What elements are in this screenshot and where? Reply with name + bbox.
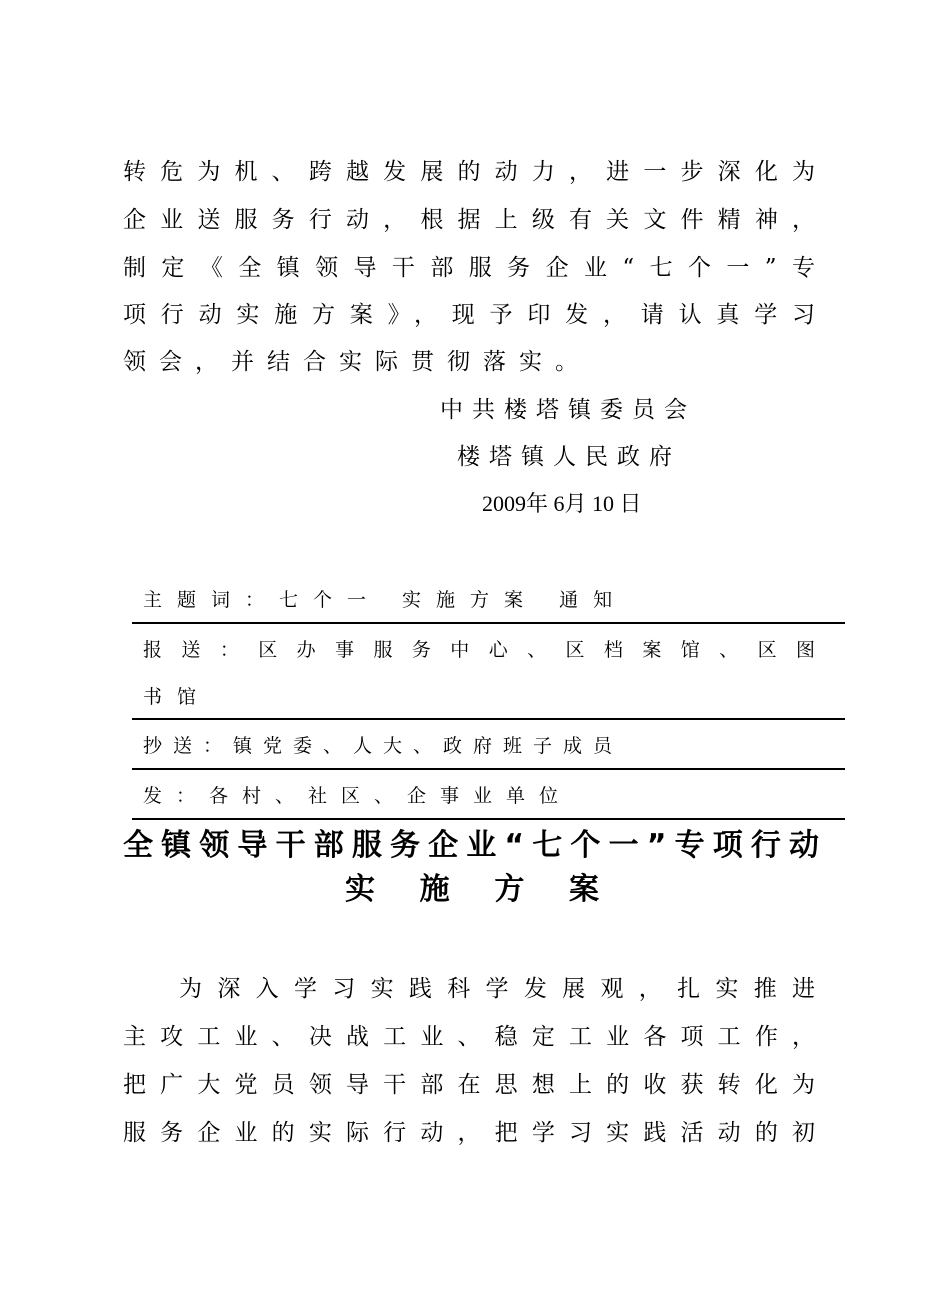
issue-to: 发：各村、社区、企事业单位 xyxy=(143,785,573,807)
copy-to: 抄送：镇党委、人大、政府班子成员 xyxy=(143,735,624,757)
intro-line: 企业送服务行动，根据上级有关文件精神， xyxy=(123,207,817,233)
signature-date: 2009年 6月 10 日 xyxy=(482,491,642,516)
body-line: 主攻工业、决战工业、稳定工业各项工作， xyxy=(123,1024,817,1050)
intro-line: 转危为机、跨越发展的动力，进一步深化为 xyxy=(123,159,817,185)
divider xyxy=(132,622,845,624)
subject-keywords: 主题词：七个一 实施方案 通知 xyxy=(143,589,628,611)
divider xyxy=(132,768,845,770)
divider xyxy=(132,818,845,820)
document-subtitle: 实施方案 xyxy=(345,872,599,907)
body-line: 服务企业的实际行动，把学习实践活动的初 xyxy=(123,1120,817,1146)
body-line: 为深入学习实践科学发展观，扎实推进 xyxy=(179,976,817,1002)
intro-line: 项行动实施方案》，现予印发，请认真学习 xyxy=(123,302,817,328)
body-line: 把广大党员领导干部在思想上的收获转化为 xyxy=(123,1072,817,1098)
report-to-continued: 书馆 xyxy=(143,686,212,708)
signature-government: 楼塔镇人民政府 xyxy=(457,444,681,470)
report-to: 报送：区办事服务中心、区档案馆、区图 xyxy=(143,639,819,661)
intro-line: 领会，并结合实际贯彻落实。 xyxy=(123,349,591,375)
intro-line: 制定《全镇领导干部服务企业“七个一”专 xyxy=(123,255,817,281)
signature-party-committee: 中共楼塔镇委员会 xyxy=(440,397,696,423)
document-title: 全镇领导干部服务企业“七个一”专项行动 xyxy=(123,828,819,863)
divider xyxy=(132,718,845,720)
